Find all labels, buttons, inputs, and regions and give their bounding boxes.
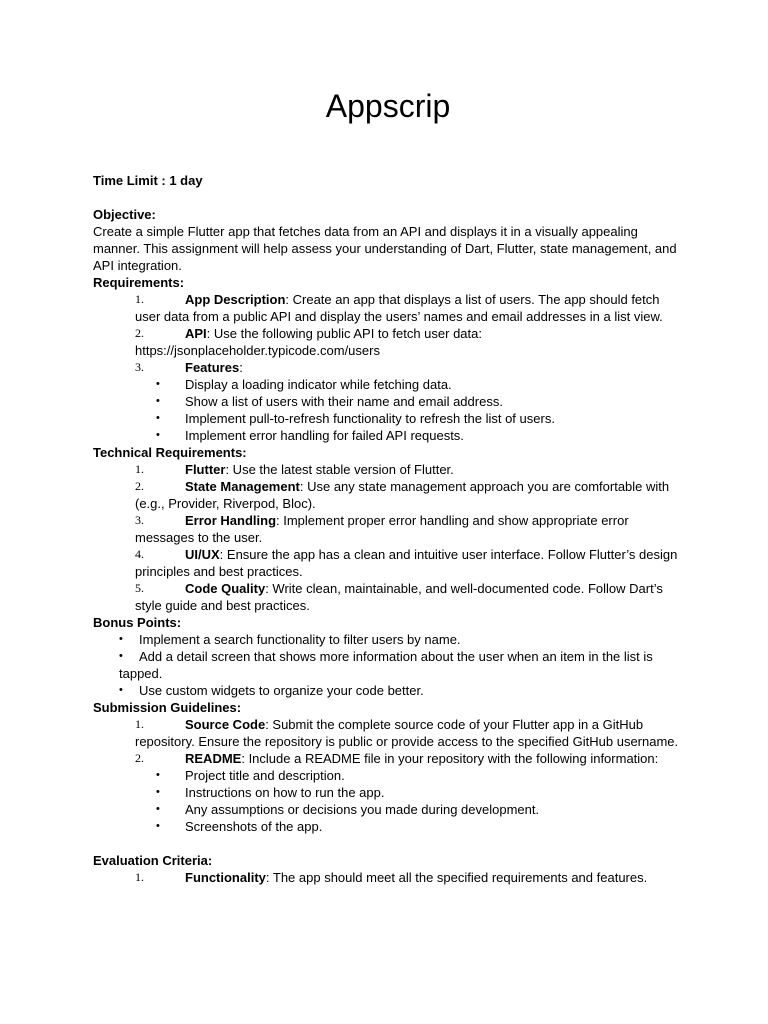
bonus-heading: Bonus Points: [93, 615, 182, 630]
evaluation-list [93, 869, 683, 886]
list-item [93, 716, 683, 750]
objective-text: Create a simple Flutter app that fetches data from an API and displays it in a visually appealing manner. This assignment will help assess your understanding of Dart, Flutter, state management, and API integration. [93, 224, 677, 273]
item-number: 1. [135, 870, 144, 884]
item-text: : Include a README file in your repository with the following information: [241, 751, 659, 766]
readme-list [93, 767, 683, 835]
bullet-icon: • [156, 412, 160, 424]
list-item: • Show a list of users with their name and email address. [156, 394, 503, 409]
item-label: State Management [185, 479, 300, 494]
item-label: UI/UX [185, 547, 220, 562]
list-item: • Implement error handling for failed API requests. [156, 428, 464, 443]
item-text: : [239, 360, 243, 375]
time-limit: Time Limit : 1 day [93, 173, 203, 188]
item-number: 4. [135, 547, 144, 561]
item-label: App Description [185, 292, 286, 307]
list-item: • Add a detail screen that shows more information about the user when an item in the list is tapped. [119, 649, 653, 681]
list-item [93, 291, 683, 325]
item-label: API [185, 326, 207, 341]
item-label: Source Code [185, 717, 266, 732]
item-text: : Use the following public API to fetch user data: https://jsonplaceholder.typicode.com/users [135, 326, 482, 358]
list-item [93, 461, 683, 478]
bonus-list [93, 631, 683, 699]
requirements-heading: Requirements: [93, 275, 185, 290]
item-text: : Use the latest stable version of Flutter. [225, 462, 454, 477]
item-label: Flutter [185, 462, 226, 477]
list-item: • Use custom widgets to organize your code better. [119, 683, 424, 698]
bullet-icon: • [156, 786, 160, 798]
list-item [93, 359, 683, 376]
item-text: : Write clean, maintainable, and well-documented code. Follow Dart’s style guide and best practices. [135, 581, 663, 613]
item-number: 2. [135, 751, 144, 765]
item-number: 1. [135, 717, 144, 731]
evaluation-heading: Evaluation Criteria: [93, 853, 213, 868]
item-number: 1. [135, 462, 144, 476]
item-label: Functionality [185, 870, 266, 885]
bullet-icon: • [119, 633, 123, 645]
item-text: : Implement proper error handling and show appropriate error messages to the user. [135, 513, 629, 545]
bullet-icon: • [156, 769, 160, 781]
list-item: • Screenshots of the app. [156, 819, 323, 834]
requirements-list [93, 291, 683, 444]
item-label: Code Quality [185, 581, 266, 596]
list-item: • Implement a search functionality to filter users by name. [119, 632, 461, 647]
list-item [93, 750, 683, 767]
list-item [93, 478, 683, 512]
features-list [93, 376, 683, 444]
item-label: README [185, 751, 242, 766]
list-item [93, 869, 683, 886]
item-number: 2. [135, 326, 144, 340]
list-item [93, 512, 683, 546]
item-number: 1. [135, 292, 144, 306]
list-item: • Implement pull-to-refresh functionality to refresh the list of users. [156, 411, 555, 426]
list-item: • Display a loading indicator while fetching data. [156, 377, 452, 392]
item-number: 2. [135, 479, 144, 493]
list-item: • Instructions on how to run the app. [156, 785, 385, 800]
item-text: : Use any state management approach you are comfortable with (e.g., Provider, Riverpod, Bloc). [135, 479, 670, 511]
bullet-icon: • [119, 650, 123, 662]
item-text: : Ensure the app has a clean and intuitive user interface. Follow Flutter’s design principles and best practices. [135, 547, 678, 579]
submission-list [93, 716, 683, 835]
item-text: : The app should meet all the specified requirements and features. [265, 870, 648, 885]
technical-list [93, 461, 683, 614]
list-item [93, 580, 683, 614]
bullet-icon: • [156, 429, 160, 441]
list-item: • Project title and description. [156, 768, 345, 783]
item-number: 5. [135, 581, 144, 595]
item-number: 3. [135, 513, 144, 527]
objective-heading: Objective: [93, 207, 156, 222]
document-title: Appscrip [325, 88, 451, 124]
item-number: 3. [135, 360, 144, 374]
item-text: : Create an app that displays a list of users. The app should fetch user data from a public API and display the users’ names and email addresses in a list view. [135, 292, 663, 324]
list-item [93, 325, 683, 359]
item-label: Features [185, 360, 240, 375]
bullet-icon: • [119, 684, 123, 696]
bullet-icon: • [156, 820, 160, 832]
item-text: : Submit the complete source code of your Flutter app in a GitHub repository. Ensure the repository is public or provide access to the specified GitHub username. [135, 717, 679, 749]
submission-heading: Submission Guidelines: [93, 700, 242, 715]
list-item [93, 546, 683, 580]
technical-heading: Technical Requirements: [93, 445, 247, 460]
list-item: • Any assumptions or decisions you made during development. [156, 802, 540, 817]
bullet-icon: • [156, 395, 160, 407]
bullet-icon: • [156, 378, 160, 390]
bullet-icon: • [156, 803, 160, 815]
document-body [93, 172, 683, 886]
item-label: Error Handling [185, 513, 277, 528]
